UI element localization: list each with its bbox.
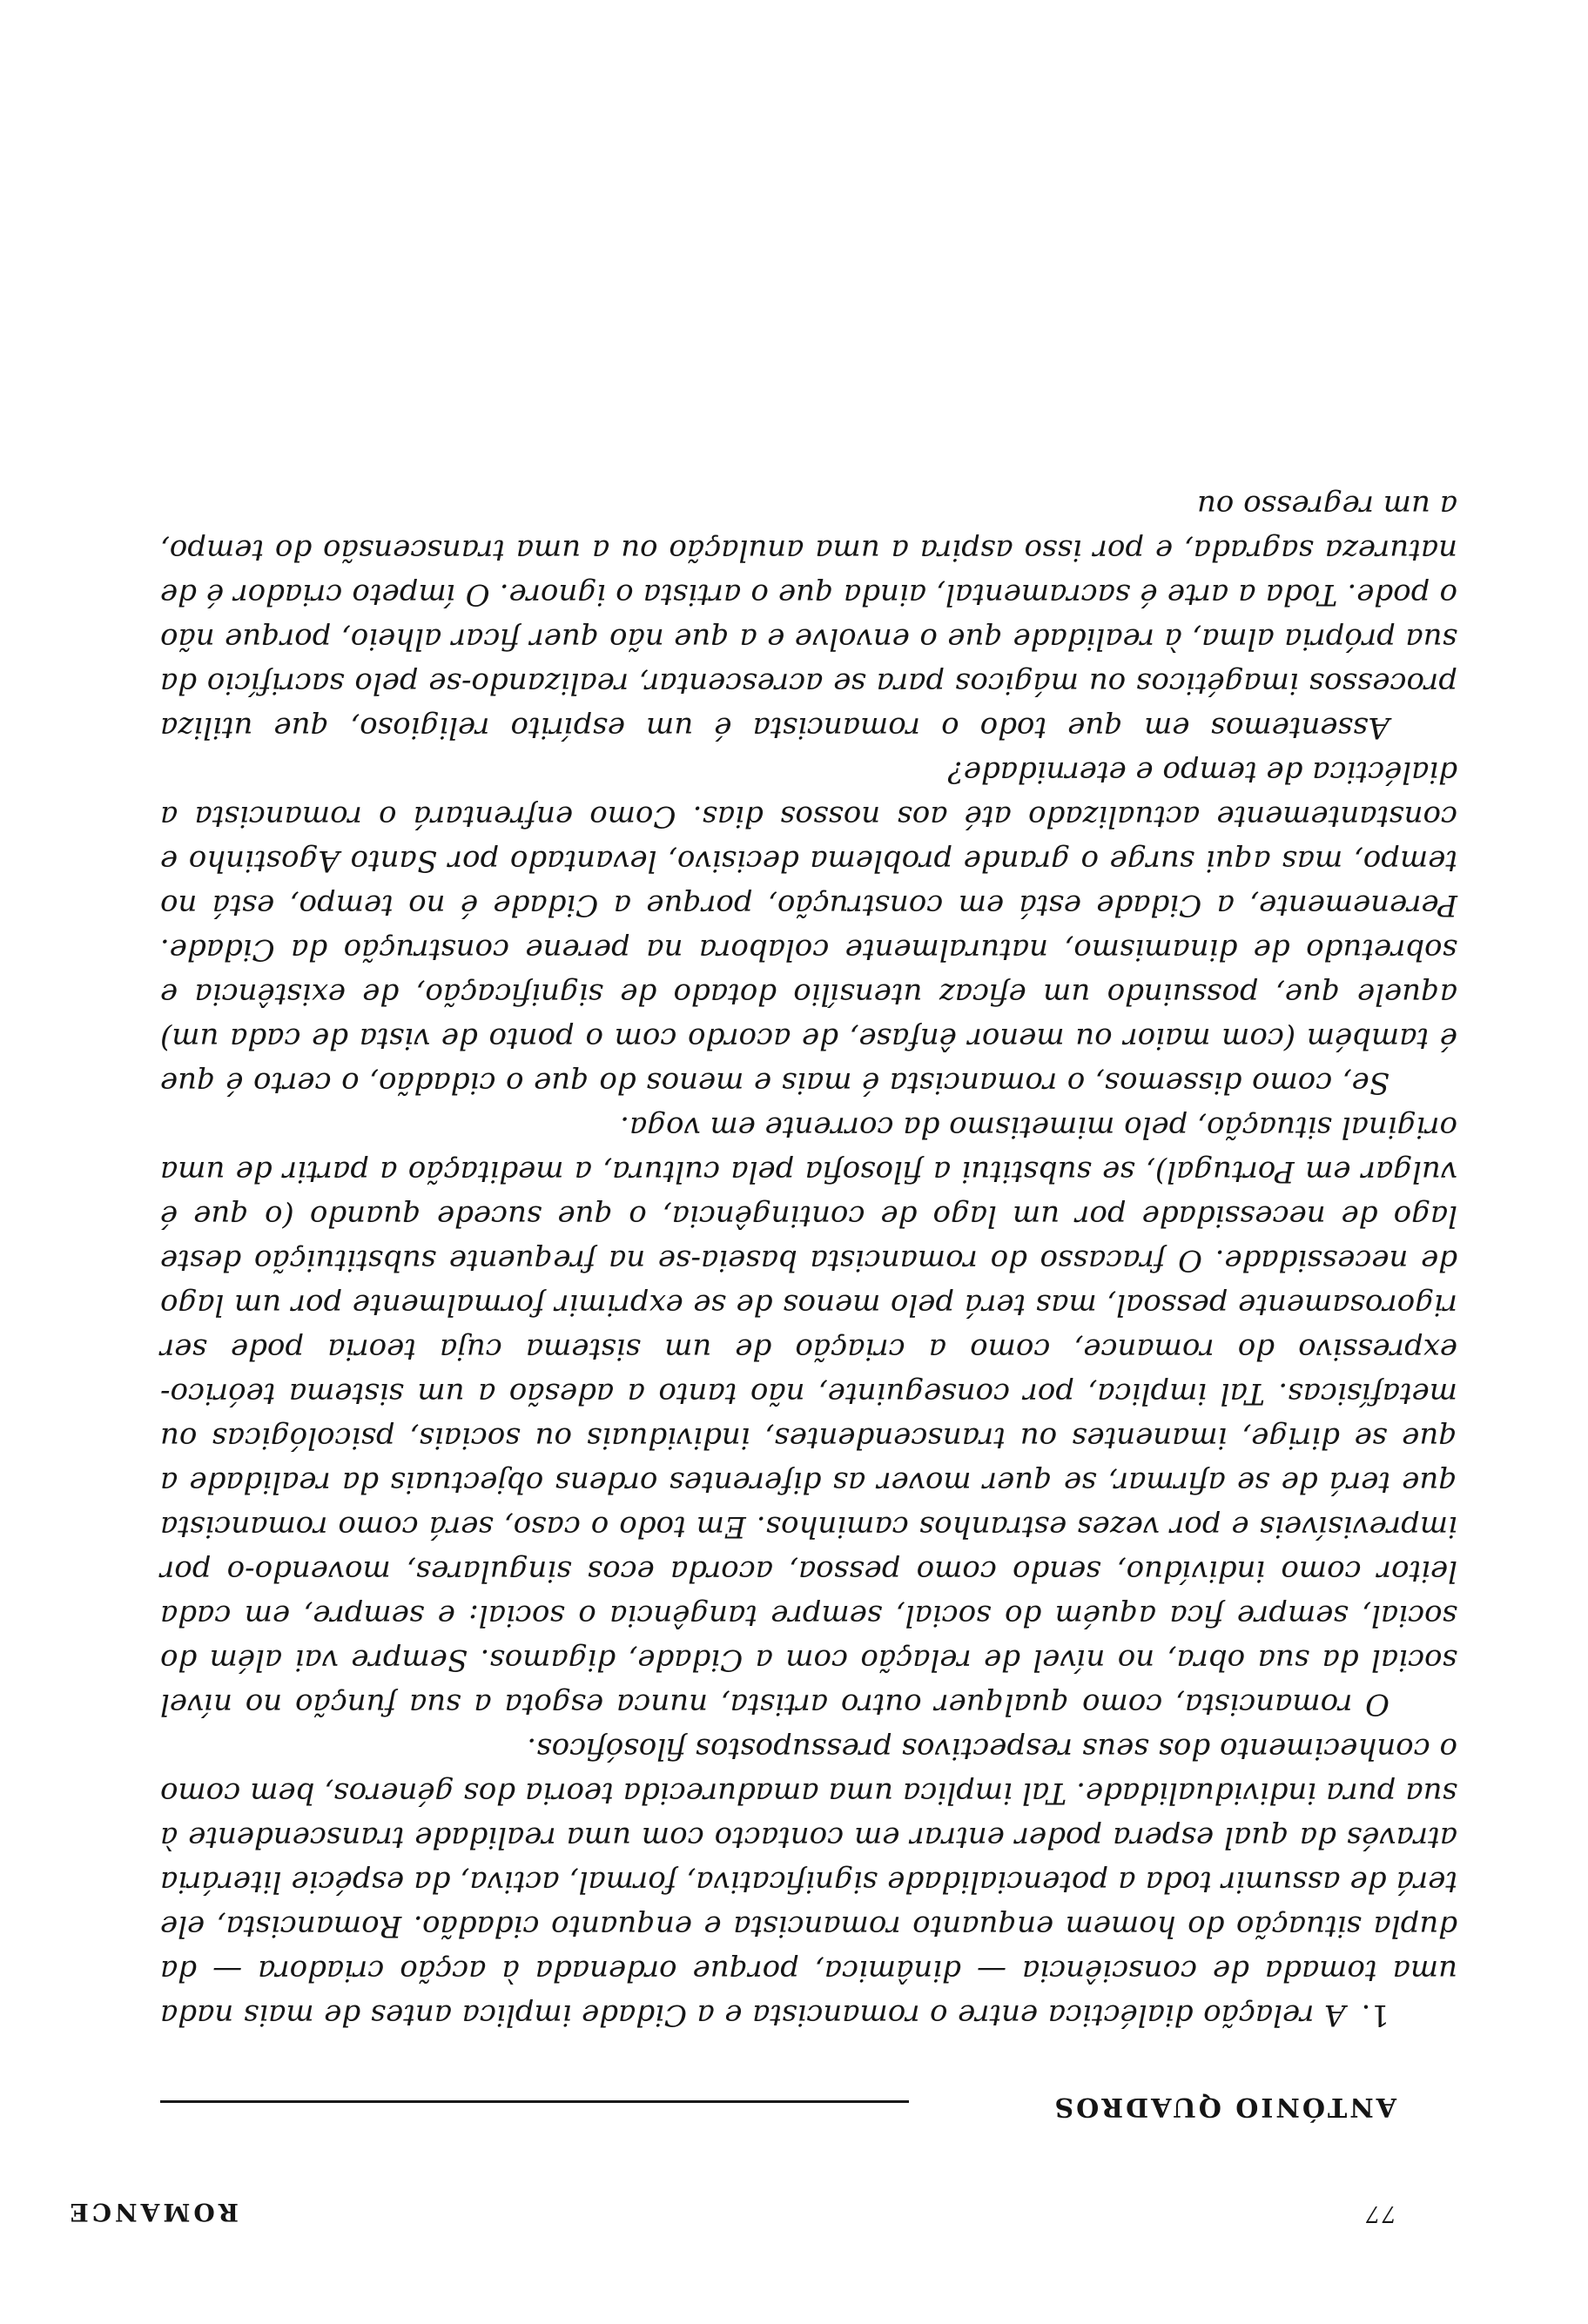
paragraph: O romancista, como qualquer outro artista, nunca esgota a sua função no nível social da sua obra, no nível de relação com a Cidade, digamos. Sempre vai além do social, sempre fica aquém do social, sempre tangência o social: e sempre, em cada leitor como indivíduo, sendo como pessoa, acorda ecos singulares, movendo-o por imprevisíveis e por vezes estranhos caminhos. Em todo o caso, será como romancista que terá de se afirmar, se quer mover as diferentes ordens objectuais da realidade a que se dirige, imanentes ou transcendentes, individuais ou sociais, psicológicas ou metafísicas. Tal implica, por conseguinte, não tanto a adesão a um sistema teórico-expressivo do romance, como a criação de um sistema cuja teoria pode ser rigorosamente pessoal, mas terá pelo menos de se exprimir formalmente por um lago de necessidade. O fracasso do romancista baseia-se na frequente substituição deste lago de necessidade por um lago de contingência, o que sucede quando (o que é vulgar em Portugal), se substitui a filosofia pela cultura, a meditação a partir de uma original situação, pelo mimetismo da corrente em voga. — [160, 1110, 1457, 1722]
running-head-title: ROMANCE — [66, 2198, 239, 2227]
page-number: 77 — [1363, 2200, 1396, 2227]
body-text — [160, 483, 1457, 2037]
paragraph-text: A relação dialéctica entre o romancista e a Cidade implica antes de mais nada uma tomada de consciência — dinâmica, porque ordenada à acção criadora — da dupla situação do homem enquanto romancista e enquanto cidadão. Romancista, ele terá de assumir toda a potencialidade significativa, formal, activa, da espécie literária através da qual espera poder entrar em contacto com uma realidade transcendente à sua pura individualidade. Tal implica uma amadurecida teoria dos géneros, bem como o conhecimento dos seus respectivos pressupostos filosóficos. — [160, 1731, 1457, 2032]
author-rule — [160, 2100, 909, 2103]
paragraph: Assentemos em que todo o romancista é um espírito religioso, que utiliza processos imagéticos ou mágicos para se acrescentar, realizando-se pelo sacrifício da sua própria alma, à realidade que o envolve e a que não quer ficar alheio, porque não o pode. Toda a arte é sacramental, ainda que o artista o ignore. O ímpeto criador é de natureza sagrada, e por isso aspira a uma anulação ou a uma transcensão do tempo, a um regresso ou — [160, 488, 1457, 745]
section-number: 1. — [1361, 1998, 1390, 2032]
running-head — [0, 2192, 1588, 2227]
paragraph — [160, 1726, 1457, 2037]
paragraph: Se, como dissemos, o romancista é mais e menos do que o cidadão, o certo é que é também (com maior ou menor ênfase, de acordo com o ponto de vista de cada um) aquele que, possuindo um eficaz utensílio dotado de significação, de existência e sobretudo de dinamismo, naturalmente colabora na perene construção da Cidade. Perenemente, a Cidade está em construção, porque a Cidade é no tempo, está no tempo, mas aqui surge o grande problema decisivo, levantado por Santo Agostinho e constantemente actualizado até aos nossos dias. Como enfrentará o romancista a dialéctica de tempo e eternidade? — [160, 755, 1457, 1100]
author-line — [0, 2087, 1588, 2122]
author-name: ANTÓNIO QUADROS — [1052, 2092, 1396, 2122]
